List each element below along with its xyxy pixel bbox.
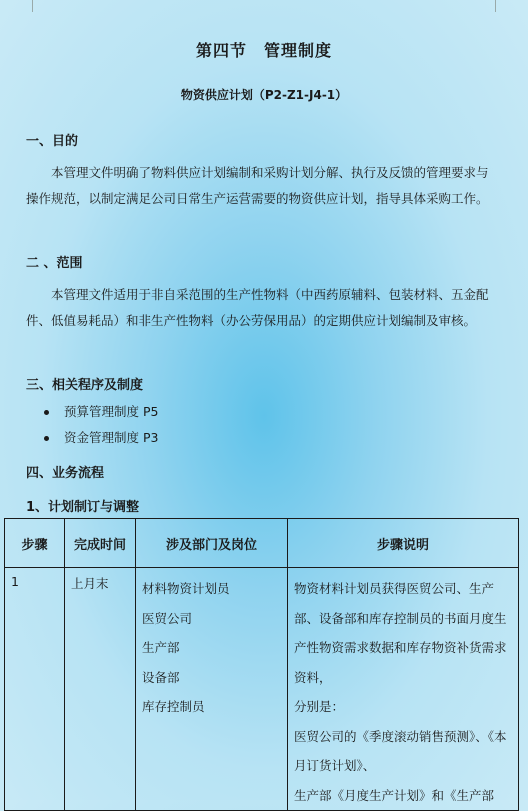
dept-item: 医贸公司 (142, 610, 193, 626)
paragraph-purpose: 本管理文件明确了物料供应计划编制和采购计划分解、执行及反馈的管理要求与操作规范，以制定满足公司日常生产运营需要的物资供应计划，指导具体采购工作。 (26, 165, 489, 206)
desc-line: 生产部《月度生产计划》和《生产部 (294, 787, 495, 803)
desc-line: 分别是： (294, 699, 345, 714)
table-cell-dept (136, 568, 288, 811)
heading-purpose: 一、目的 (26, 134, 79, 149)
bullet-icon (44, 410, 49, 415)
page-corner-mark-right (495, 0, 508, 12)
heading-related: 三、相关程序及制度 (26, 378, 144, 393)
bullet-icon (44, 436, 49, 441)
table-header-step: 步骤 (5, 519, 65, 568)
desc-line: 医贸公司的《季度滚动销售预测》、《本月订货计划》、 (294, 728, 507, 773)
heading-process: 四、业务流程 (26, 466, 105, 481)
dept-item: 设备部 (142, 669, 180, 685)
list-item (44, 428, 158, 446)
document-title: 物资供应计划（P2-Z1-J4-1） (180, 88, 348, 102)
process-table (4, 518, 519, 811)
section-title: 第四节 管理制度 (195, 41, 332, 60)
dept-item: 生产部 (142, 640, 180, 655)
table-cell-step: 1 (5, 568, 65, 811)
dept-item: 库存控制员 (142, 699, 205, 714)
paragraph-scope: 本管理文件适用于非自采范围的生产性物料（中西药原辅料、包装材料、五金配件、低值易耗品）和非生产性物料（办公劳保用品）的定期供应计划编制及审核。 (26, 287, 489, 328)
list-item (44, 402, 158, 420)
subheading-plan: 1、计划制订与调整 (26, 500, 140, 515)
dept-item: 材料物资计划员 (142, 581, 230, 596)
table-header-dept: 涉及部门及岗位 (136, 519, 288, 568)
heading-scope: 二 、范围 (26, 256, 83, 271)
table-cell-desc (288, 568, 519, 811)
desc-line: 物资材料计划员获得医贸公司、生产部、设备部和库存控制员的书面月度生产性物资需求数据和库存物资补货需求资料， (294, 581, 507, 685)
table-header-row (5, 519, 519, 568)
list-item-label: 资金管理制度 P3 (64, 430, 159, 445)
page-corner-mark-left (20, 0, 33, 12)
table-cell-time: 上月末 (65, 568, 136, 811)
table-header-time: 完成时间 (65, 519, 136, 568)
table-row (5, 568, 519, 811)
table-header-desc: 步骤说明 (288, 519, 519, 568)
list-item-label: 预算管理制度 P5 (64, 404, 159, 419)
